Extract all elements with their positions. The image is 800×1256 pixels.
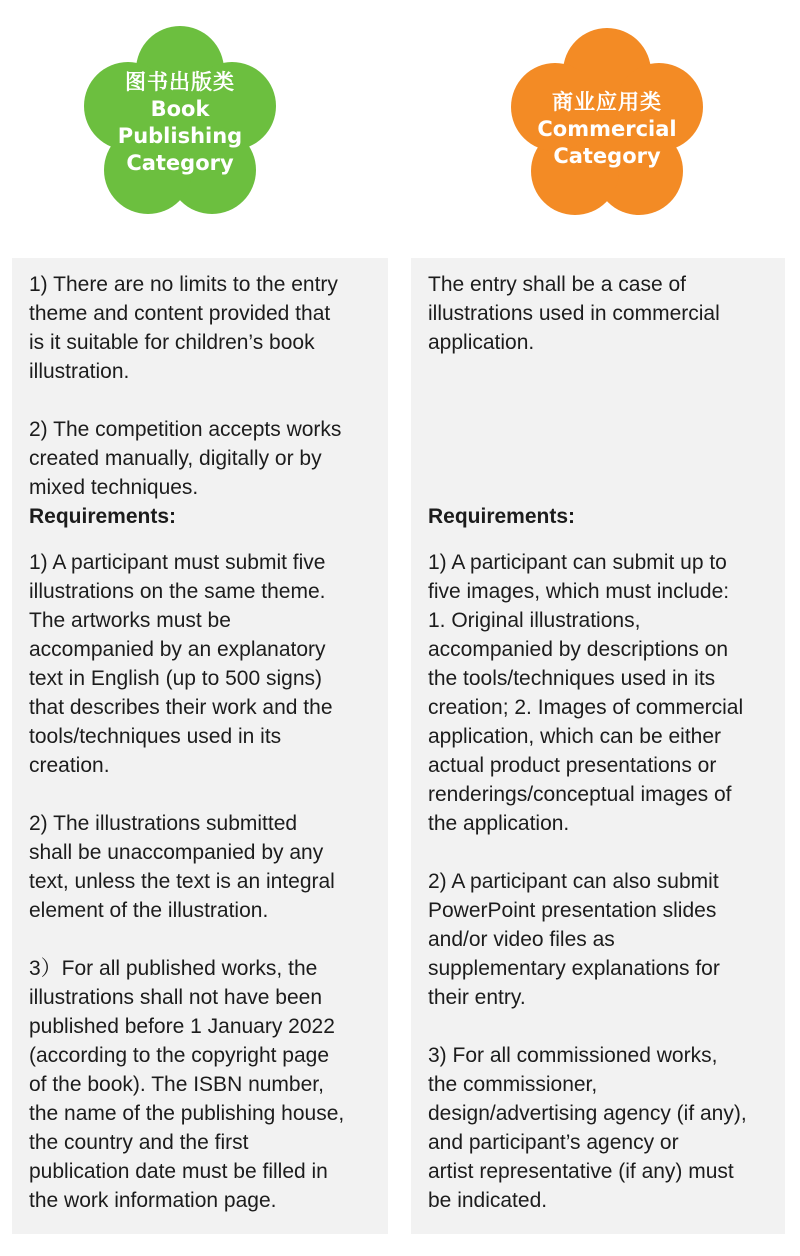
requirement-item: 1) A participant must submit five illustrations on the same theme. The artworks must be accompanied by an explanatory text in English (up to 500 signs) that describes their work and the tools/techniques used in its creation. <box>29 551 333 777</box>
badge-en-line: Category <box>126 151 234 175</box>
requirements-heading: Requirements: <box>428 505 576 528</box>
requirement-item: 1) A participant can submit up to five images, which must include: 1. Original illustrations, accompanied by descriptions on the tools/techniques used in its creation; 2. Images of commercial application, which can be either actual product presentations or renderings/conceptual images of the application. <box>428 551 744 835</box>
badge-cn-title: 商业应用类 <box>552 90 662 114</box>
requirement-item: 3) For all commissioned works, the commissioner, design/advertising agency (if any), and participant’s agency or artist representative (if any) must be indicated. <box>428 1044 747 1212</box>
commercial-panel <box>411 258 785 1234</box>
book-publishing-badge <box>76 24 284 220</box>
badge-label <box>76 68 284 177</box>
intro-paragraph: 2) The competition accepts works created manually, digitally or by mixed techniques. <box>29 418 342 499</box>
commercial-badge <box>504 26 710 220</box>
badge-label <box>504 88 710 170</box>
intro-paragraph: The entry shall be a case of illustrations used in commercial application. <box>428 273 720 354</box>
badge-en-line: Commercial <box>537 117 677 141</box>
requirement-item: 2) A participant can also submit PowerPoint presentation slides and/or video files as supplementary explanations for their entry. <box>428 870 720 1009</box>
intro-paragraph: 1) There are no limits to the entry theme and content provided that is it suitable for children’s book illustration. <box>29 273 338 383</box>
requirement-item: 2) The illustrations submitted shall be unaccompanied by any text, unless the text is an integral element of the illustration. <box>29 812 335 922</box>
book-publishing-panel <box>12 258 388 1234</box>
badge-en-line: Category <box>553 144 661 168</box>
intro-section <box>428 270 785 502</box>
badge-cn-title: 图书出版类 <box>125 70 235 94</box>
requirements-heading: Requirements: <box>29 505 177 528</box>
requirement-item: 3）For all published works, the illustrations shall not have been published before 1 January 2022 (according to the copyright page of the book). The ISBN number, the name of the publishing house, the country and the first publication date must be filled in the work information page. <box>29 957 345 1212</box>
badge-en-line: Publishing <box>117 124 243 148</box>
badge-en-line: Book <box>150 97 210 121</box>
intro-section <box>29 270 388 502</box>
